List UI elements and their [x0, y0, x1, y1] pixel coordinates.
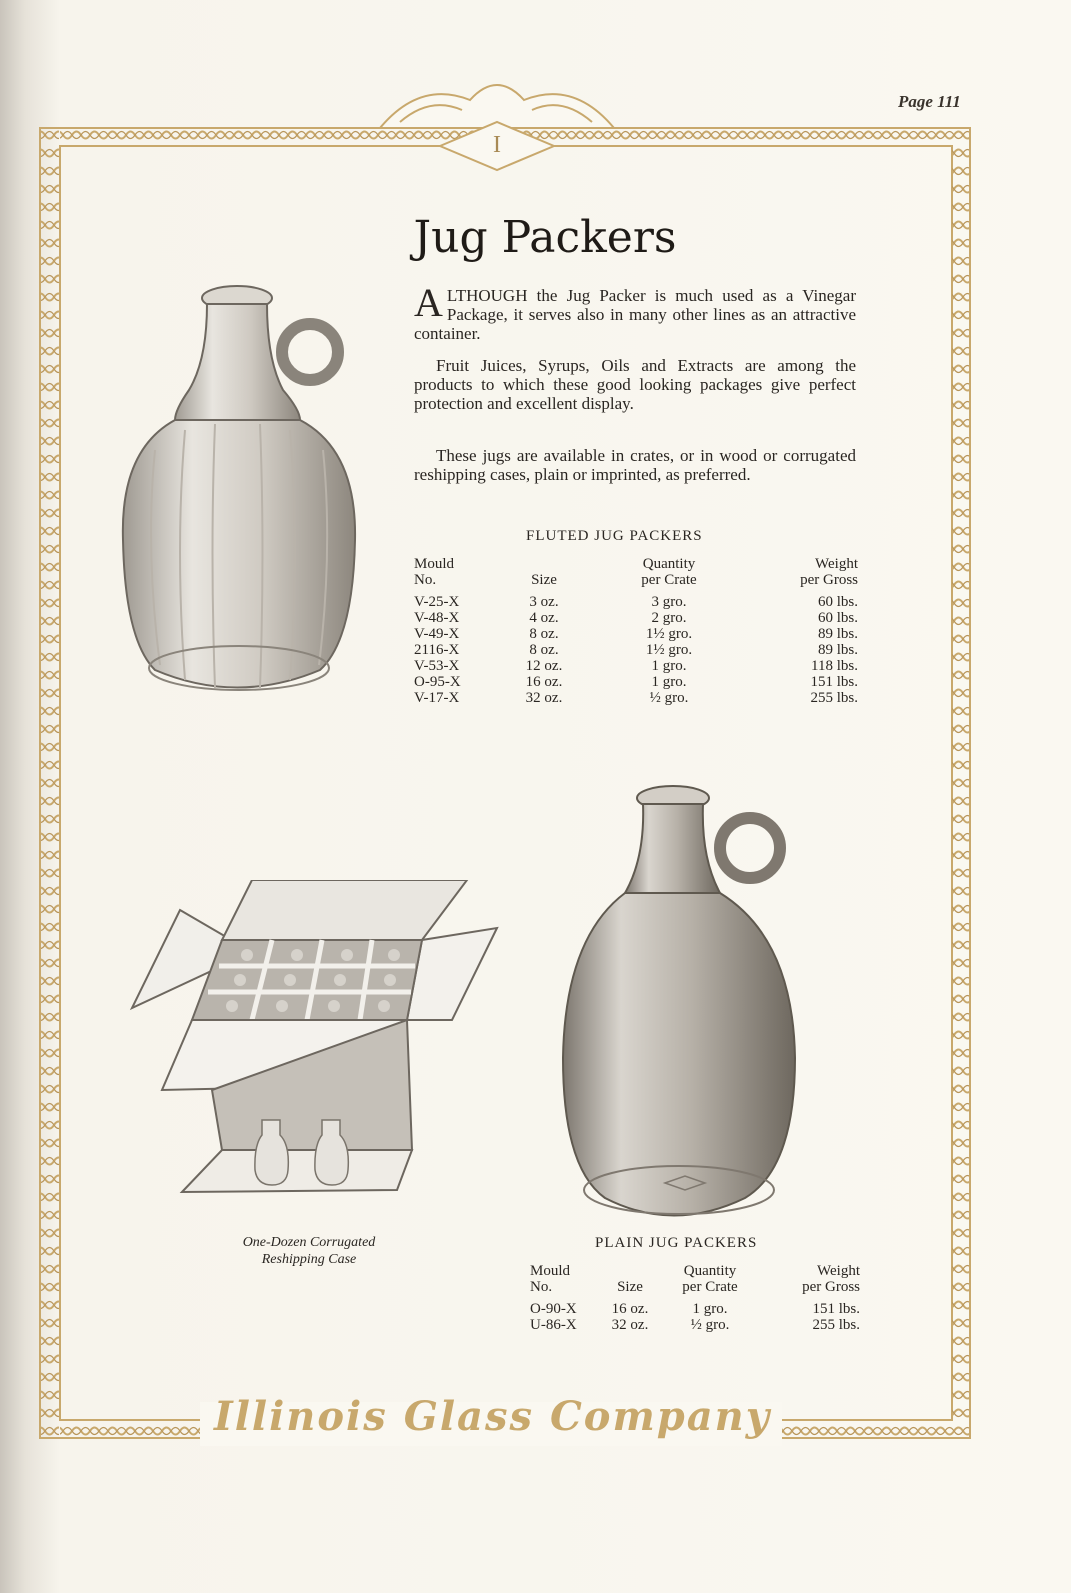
table-cell: 1 gro. [651, 674, 687, 690]
plain-jug-illustration [555, 778, 820, 1238]
table-row [530, 1317, 860, 1333]
table-row [414, 594, 858, 610]
table-cell: 32 oz. [611, 1317, 649, 1333]
table-cell: O-95-X [414, 674, 461, 690]
table-row [414, 674, 858, 690]
table-cell: 60 lbs. [817, 610, 858, 626]
drop-cap: A [414, 280, 443, 325]
table-row [414, 642, 858, 658]
table-cell: ½ gro. [690, 1317, 730, 1333]
table-cell: ½ gro. [649, 690, 689, 706]
plain-table [530, 1263, 860, 1333]
company-name: Illinois Glass Company [214, 1393, 771, 1440]
case-caption: One-Dozen Corrugated Reshipping Case [242, 1235, 376, 1267]
fluted-table-title: FLUTED JUG PACKERS [526, 528, 703, 544]
table-cell: 12 oz. [525, 658, 563, 674]
table-cell: 1 gro. [651, 658, 687, 674]
table-cell: 16 oz. [525, 674, 563, 690]
table-cell: 60 lbs. [817, 594, 858, 610]
table-cell: 1 gro. [692, 1301, 728, 1317]
col-weight: Weight per Gross [802, 1263, 860, 1295]
table-cell: 118 lbs. [811, 658, 858, 674]
table-cell: V-25-X [414, 594, 460, 610]
col-mould: Mould No. [530, 1263, 571, 1295]
col-weight: Weight per Gross [800, 556, 858, 588]
table-cell: 1½ gro. [645, 642, 693, 658]
table-row [414, 690, 858, 706]
table-cell: 89 lbs. [817, 642, 858, 658]
reshipping-case-illustration [122, 880, 502, 1220]
table-cell: V-48-X [414, 610, 460, 626]
table-cell: 16 oz. [611, 1301, 649, 1317]
table-cell: 32 oz. [525, 690, 563, 706]
col-size: Size [531, 572, 557, 588]
table-cell: V-49-X [414, 626, 460, 642]
table-cell: V-17-X [414, 690, 460, 706]
table-row [414, 658, 858, 674]
table-cell: 89 lbs. [817, 626, 858, 642]
intro-paragraph-2: Fruit Juices, Syrups, Oils and Extracts are among the products to which these good looking packages give perfect protection and excellent display. [414, 356, 856, 413]
fluted-jug-illustration [115, 280, 400, 720]
table-cell: 3 gro. [651, 594, 687, 610]
plain-table-title: PLAIN JUG PACKERS [595, 1235, 758, 1251]
emblem-letter: I [493, 132, 501, 158]
col-quantity: Quantity per Crate [682, 1263, 738, 1295]
table-cell: 151 lbs. [810, 674, 858, 690]
table-cell: 255 lbs. [810, 690, 858, 706]
table-row [530, 1301, 860, 1317]
table-cell: U-86-X [530, 1317, 577, 1333]
intro-text-1: LTHOUGH the Jug Packer is much used as a Vinegar Package, it serves also in many other lines as an attractive container. [414, 286, 856, 343]
col-mould: Mould No. [414, 556, 455, 588]
intro-paragraph-3: These jugs are available in crates, or in wood or corrugated reshipping cases, plain or imprinted, as preferred. [414, 446, 856, 484]
table-cell: O-90-X [530, 1301, 577, 1317]
table-cell: V-53-X [414, 658, 460, 674]
table-cell: 4 oz. [529, 610, 559, 626]
table-cell: 2116-X [414, 642, 460, 658]
intro-paragraph-1 [414, 280, 856, 343]
table-cell: 8 oz. [529, 642, 559, 658]
page-title: Jug Packers [413, 212, 677, 263]
table-cell: 1½ gro. [645, 626, 693, 642]
table-cell: 2 gro. [651, 610, 687, 626]
fluted-table [414, 556, 858, 706]
col-quantity: Quantity per Crate [641, 556, 697, 588]
page-number: Page 111 [898, 92, 961, 111]
table-cell: 3 oz. [529, 594, 559, 610]
table-cell: 255 lbs. [812, 1317, 860, 1333]
table-cell: 8 oz. [529, 626, 559, 642]
table-row [414, 610, 858, 626]
table-row [414, 626, 858, 642]
table-cell: 151 lbs. [812, 1301, 860, 1317]
col-size: Size [617, 1279, 643, 1295]
